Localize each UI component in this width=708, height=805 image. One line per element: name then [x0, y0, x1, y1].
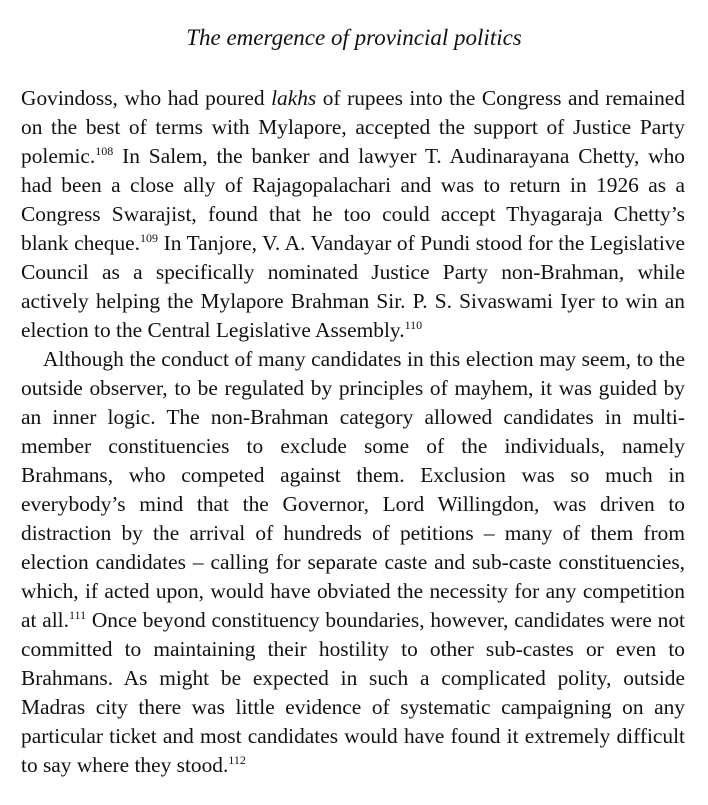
footnote-ref-111: 111 — [68, 608, 87, 622]
footnote-ref-109: 109 — [140, 231, 159, 245]
paragraph-2-text-a: Although the conduct of many candidates in this election may seem, to the outside observer, to be regulated by principles of mayhem, it was guided by an inner logic. The non-Brahman category allowed candidates in multi-member constituencies to exclude some of the individuals, namely Brahmans, who competed against them. Exclusion was so much in everybody’s mind that the Governor, Lord Willingdon, was driven to distraction by the arrival of hundreds of petitions – many of them from election candidates – calling for separate caste and sub-caste constituencies, which, if acted upon, would have obviated the necessity for any competition at all. — [21, 347, 685, 632]
paragraph-2-text-b: Once beyond constituency boundaries, however, candidates were not committed to maintaining their hostility to other sub-castes or even to Brahmans. As might be expected in such a complicated polity, outside Madras city there was little evidence of systematic campaigning on any particular ticket and most candidates would have found it extremely difficult to say where they stood. — [21, 608, 685, 777]
italic-lakhs: lakhs — [271, 86, 317, 110]
paragraph-1-text-a: Govindoss, who had poured — [21, 86, 272, 110]
running-head: The emergence of provincial politics — [186, 25, 522, 50]
paragraph-1-text-b: of rupees into the Congress and remained on the best of terms with Mylapore, accepted the support of Justice Party polemic. — [21, 86, 685, 168]
footnote-ref-112: 112 — [228, 753, 246, 767]
body-text — [21, 84, 685, 780]
paragraph-2 — [21, 345, 685, 780]
paragraph-1-text-d: In Tanjore, V. A. Vandayar of Pundi stood for the Legislative Council as a specifically nominated Justice Party non-Brahman, while actively helping the Mylapore Brahman Sir. P. S. Sivaswami Iyer to win an election to the Central Legislative Assembly. — [21, 231, 685, 342]
footnote-ref-110: 110 — [404, 318, 423, 332]
footnote-ref-108: 108 — [95, 144, 114, 158]
paragraph-1-text-c: In Salem, the banker and lawyer T. Audinarayana Chetty, who had been a close ally of Rajagopalachari and was to return in 1926 as a Congress Swarajist, found that he too could accept Thyagaraja Chetty’s blank cheque. — [21, 144, 685, 255]
paragraph-1 — [21, 84, 685, 345]
